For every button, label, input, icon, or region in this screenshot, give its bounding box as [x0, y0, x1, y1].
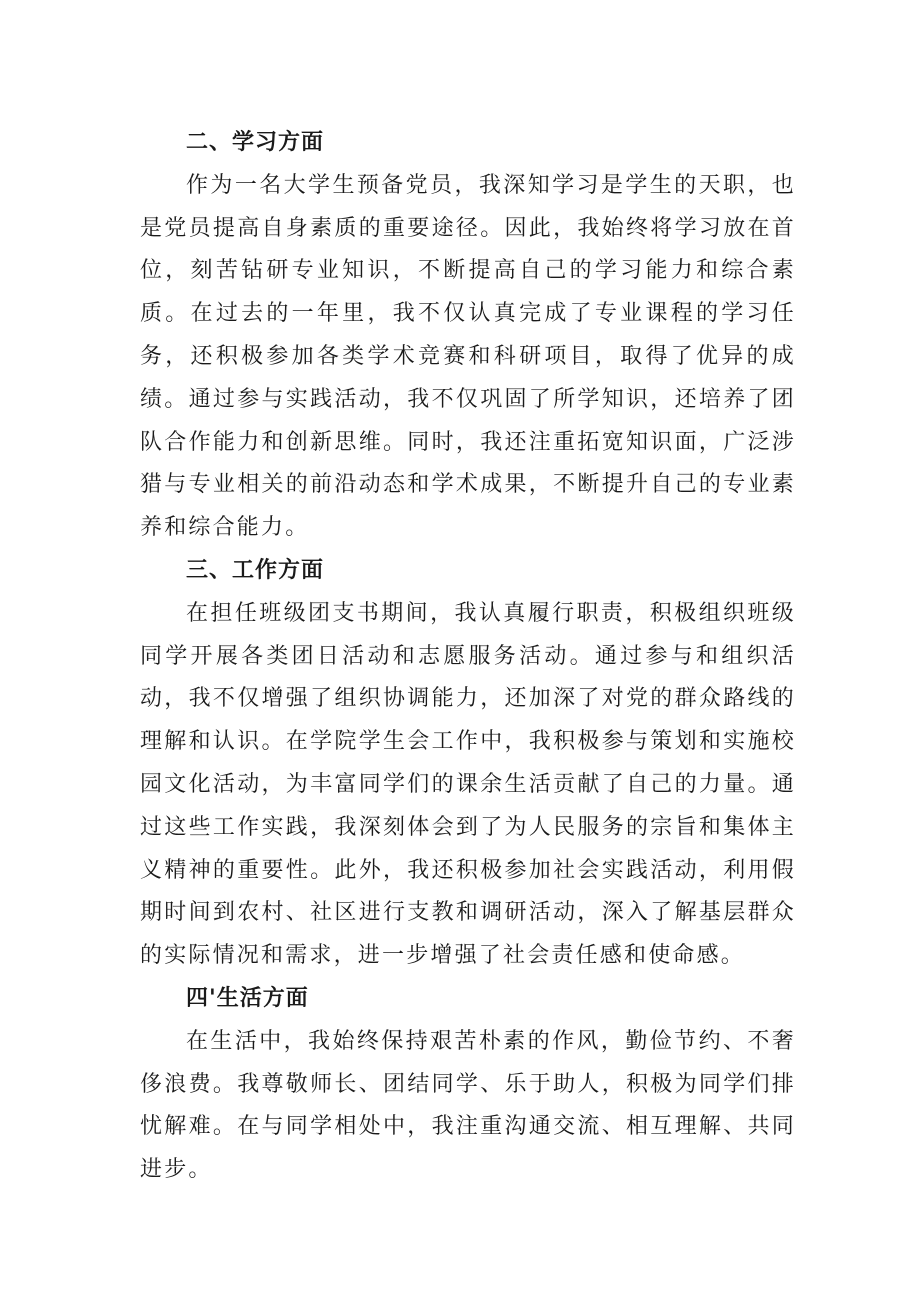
section-heading-work: 三、工作方面 — [186, 557, 325, 583]
section-heading-life: 四'生活方面 — [186, 985, 309, 1011]
section-heading-study: 二、学习方面 — [186, 130, 325, 155]
section-body-work: 在担任班级团支书期间，我认真履行职责，积极组织班级同学开展各类团日活动和志愿服务活动。通过参与和组织活动，我不仅增强了组织协调能力，还加深了对党的群众路线的理解和认识。在学院学生会工作中，我积极参与策划和实施校园文化活动，为丰富同学们的课余生活贡献了自己的力量。通过这些工作实践，我深刻体会到了为人民服务的宗旨和集体主义精神的重要性。此外，我还积极参加社会实践活动，利用假期时间到农村、社区进行支教和调研活动，深入了解基层群众的实际情况和需求，进一步增强了社会责任感和使命感。 — [140, 600, 796, 969]
document-page — [140, 122, 796, 1192]
section-body-study: 作为一名大学生预备党员，我深知学习是学生的天职，也是党员提高自身素质的重要途径。因此，我始终将学习放在首位，刻苦钻研专业知识，不断提高自己的学习能力和综合素质。在过去的一年里，我不仅认真完成了专业课程的学习任务，还积极参加各类学术竞赛和科研项目，取得了优异的成绩。通过参与实践活动，我不仅巩固了所学知识，还培养了团队合作能力和创新思维。同时，我还注重拓宽知识面，广泛涉猎与专业相关的前沿动态和学术成果，不断提升自己的专业素养和综合能力。 — [140, 172, 796, 541]
section-body-life: 在生活中，我始终保持艰苦朴素的作风，勤俭节约、不奢侈浪费。我尊敬师长、团结同学、乐于助人，积极为同学们排忧解难。在与同学相处中，我注重沟通交流、相互理解、共同进步。 — [140, 1028, 796, 1183]
